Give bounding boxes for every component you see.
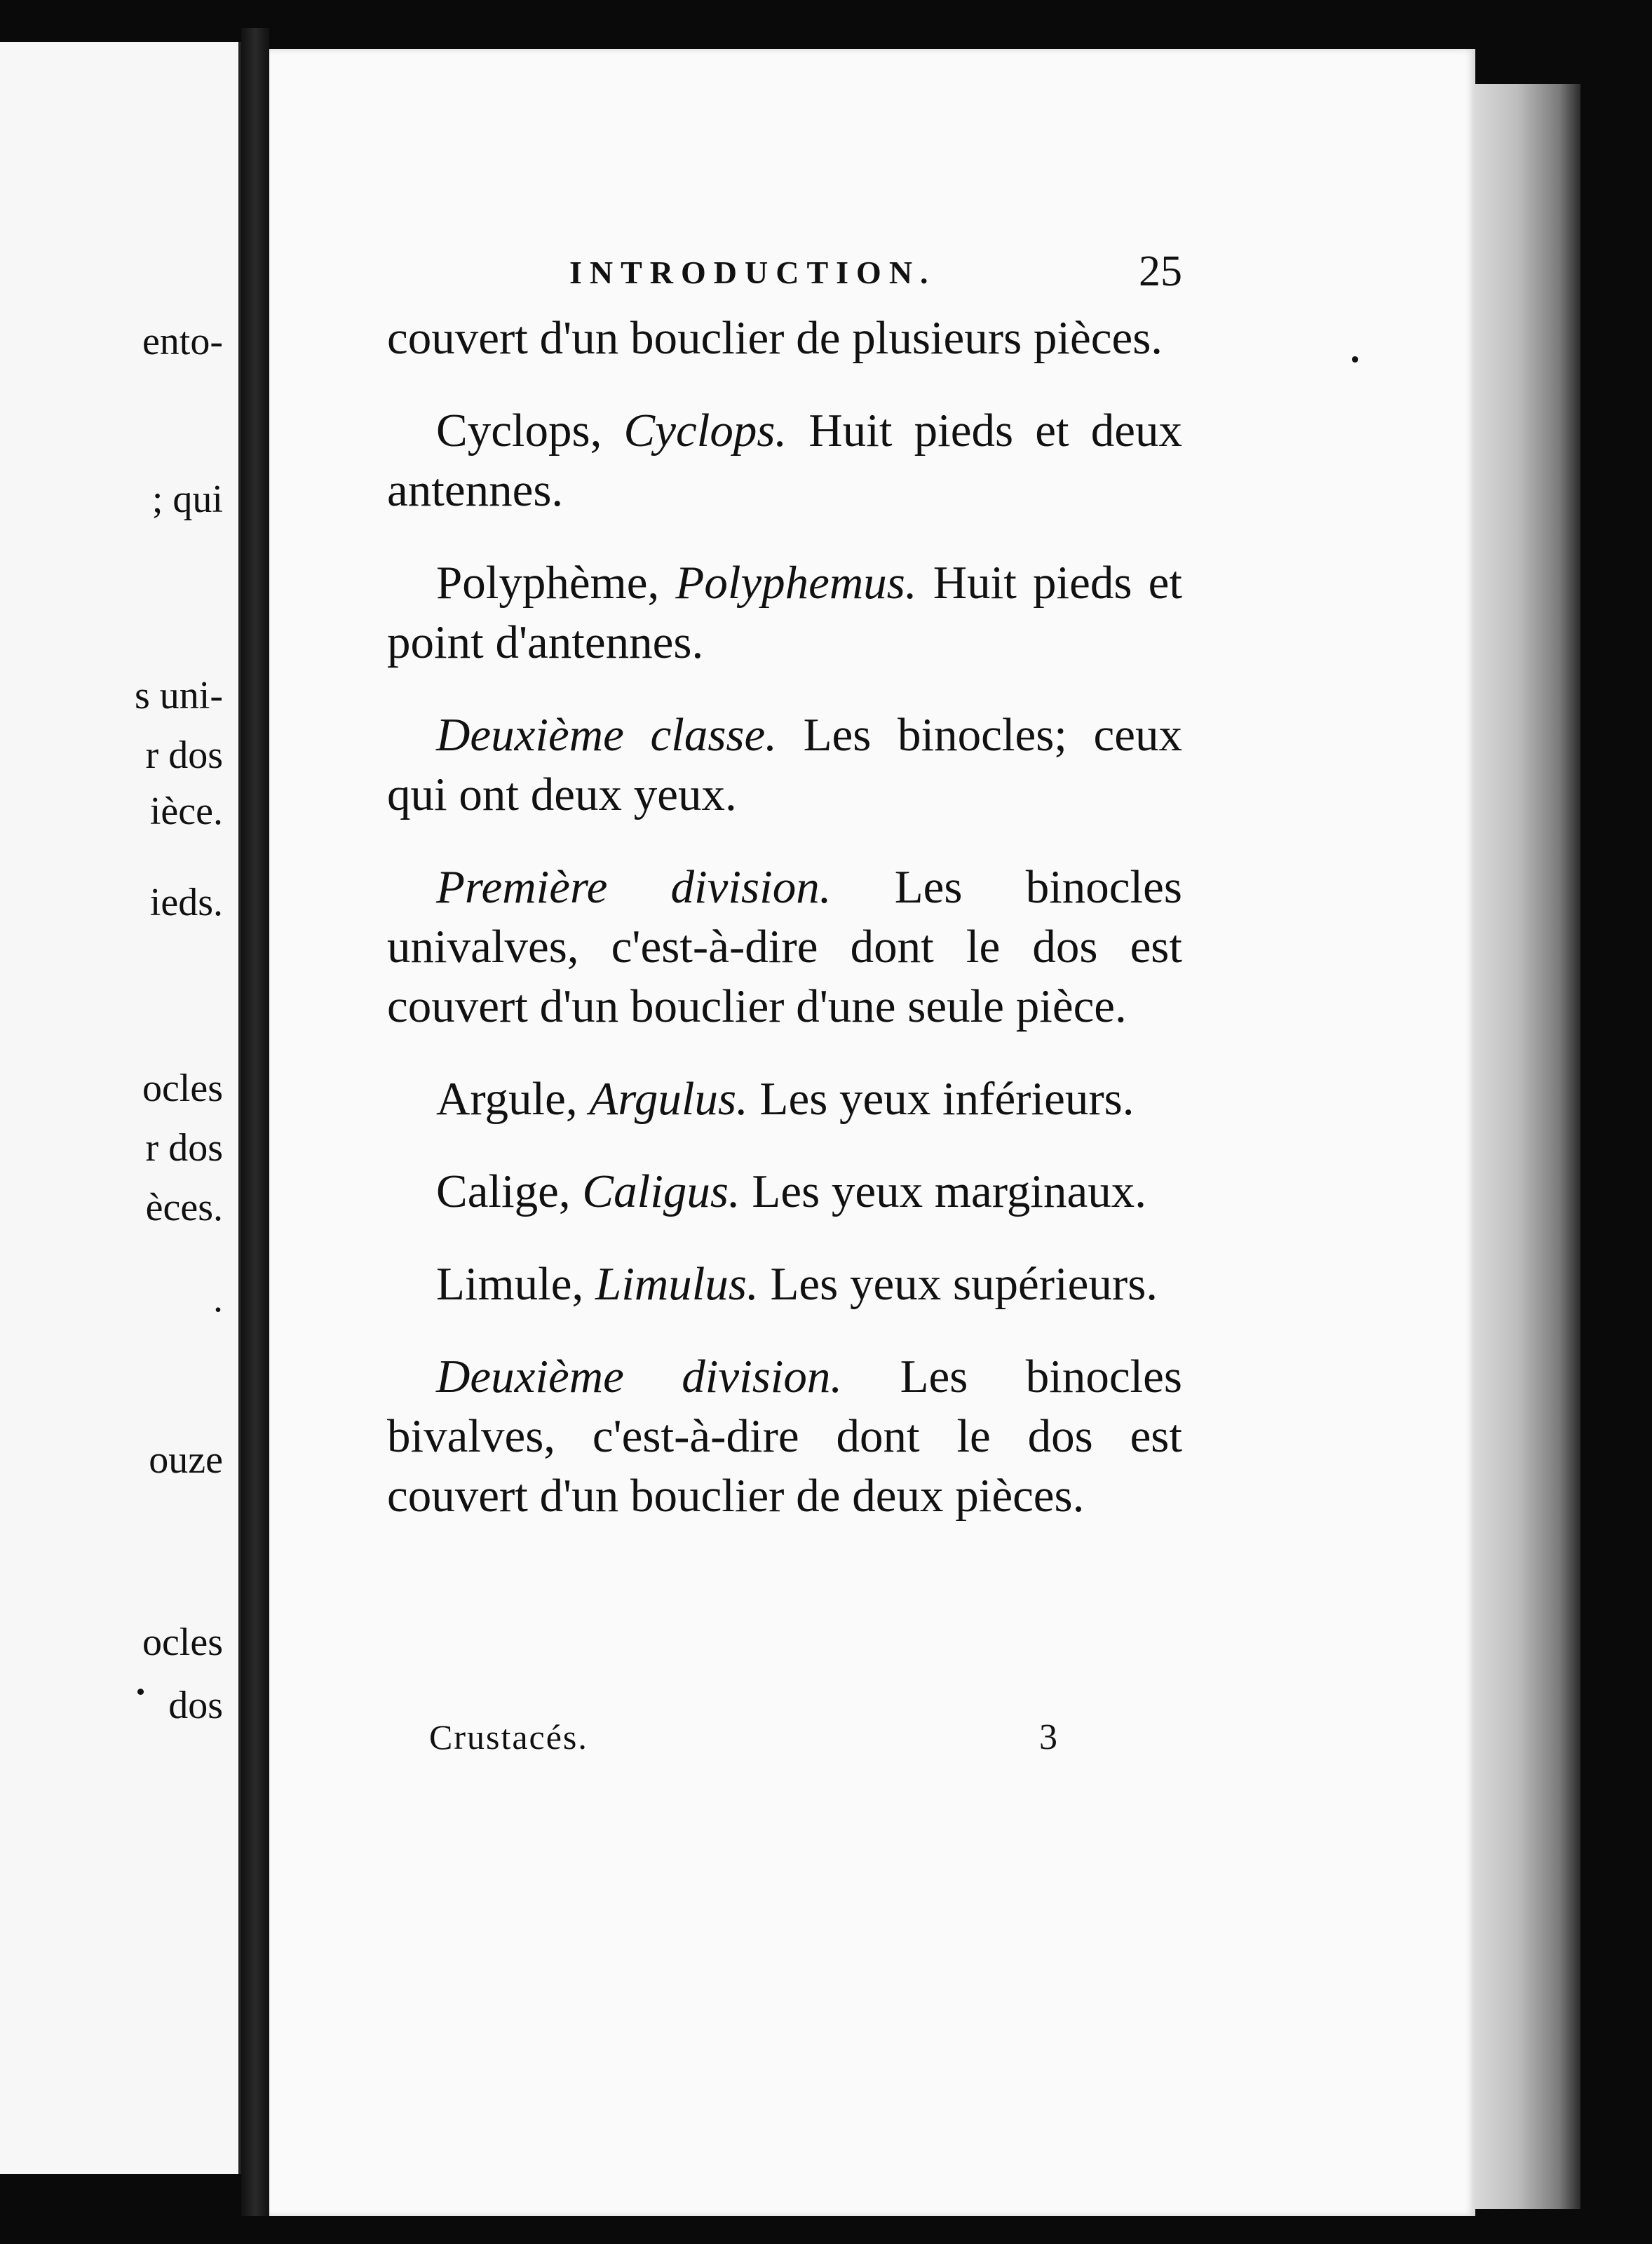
facing-page-fragment: ouze bbox=[149, 1438, 223, 1482]
ink-speck bbox=[137, 1689, 144, 1695]
facing-page-fragment: ièce. bbox=[149, 790, 223, 833]
description: Les yeux inférieurs. bbox=[747, 1073, 1135, 1125]
facing-page-fragment: ieds. bbox=[149, 881, 223, 924]
paragraph-polypheme bbox=[387, 553, 1182, 672]
facing-page-fragment: èces. bbox=[145, 1186, 223, 1229]
paragraph-deuxieme-division bbox=[387, 1347, 1182, 1526]
paragraph-deuxieme-classe bbox=[387, 705, 1182, 825]
book-gutter bbox=[241, 28, 269, 2216]
description: Les yeux supérieurs. bbox=[758, 1258, 1158, 1310]
section-heading: Deuxième division. bbox=[436, 1351, 843, 1402]
facing-page-fragment: ento- bbox=[142, 320, 223, 363]
latin-name: Cyclops. bbox=[623, 405, 787, 457]
signature-line: Crustacés. bbox=[429, 1717, 588, 1757]
signature-mark: 3 bbox=[1039, 1717, 1057, 1757]
facing-page bbox=[0, 42, 241, 2174]
paragraph-limule bbox=[387, 1255, 1182, 1314]
running-head bbox=[569, 248, 1182, 303]
paragraph-premiere-division bbox=[387, 858, 1182, 1036]
facing-page-fragment: . bbox=[213, 1277, 223, 1320]
facing-page-fragment: dos bbox=[168, 1684, 223, 1727]
paragraph-calige bbox=[387, 1162, 1182, 1222]
latin-name: Caligus. bbox=[582, 1165, 740, 1217]
latin-name: Polyphemus. bbox=[675, 557, 917, 609]
facing-page-fragment: r dos bbox=[145, 734, 223, 777]
description: Huit pieds et point d'antennes. bbox=[387, 557, 1182, 668]
common-name: Cyclops, bbox=[436, 405, 624, 457]
page-number: 25 bbox=[1139, 248, 1182, 295]
description: Huit pieds et deux antennes. bbox=[387, 405, 1182, 516]
facing-page-fragment: ocles bbox=[142, 1621, 223, 1664]
ink-speck bbox=[1352, 356, 1358, 363]
paragraph bbox=[387, 309, 1182, 368]
latin-name: Limulus. bbox=[595, 1258, 759, 1310]
common-name: Calige, bbox=[436, 1165, 583, 1217]
facing-page-fragment: ; qui bbox=[151, 478, 223, 521]
description: Les binocles bivalves, c'est-à-dire dont le dos est couvert d'un bouclier de deux pièces. bbox=[387, 1351, 1182, 1522]
facing-page-fragment: s uni- bbox=[135, 674, 223, 717]
section-heading: Première division. bbox=[436, 861, 832, 913]
description: Les binocles; ceux qui ont deux yeux. bbox=[387, 709, 1182, 820]
common-name: Limule, bbox=[436, 1258, 596, 1310]
common-name: Argule, bbox=[436, 1073, 590, 1125]
running-title: INTRODUCTION. bbox=[569, 255, 936, 290]
paragraph-cyclops bbox=[387, 401, 1182, 520]
body-text bbox=[387, 309, 1182, 1526]
description: Les binocles univalves, c'est-à-dire dont le dos est couvert d'un bouclier d'une seule pièce. bbox=[387, 861, 1182, 1032]
common-name: Polyphème, bbox=[436, 557, 676, 609]
section-heading: Deuxième classe. bbox=[436, 709, 777, 761]
paragraph-text: couvert d'un bouclier de plusieurs pièces. bbox=[387, 312, 1163, 364]
latin-name: Argulus. bbox=[589, 1073, 748, 1125]
facing-page-fragment: ocles bbox=[142, 1067, 223, 1110]
paragraph-argule bbox=[387, 1069, 1182, 1129]
description: Les yeux marginaux. bbox=[740, 1165, 1146, 1217]
facing-page-fragment: r dos bbox=[145, 1126, 223, 1170]
page-edge bbox=[1475, 84, 1580, 2209]
